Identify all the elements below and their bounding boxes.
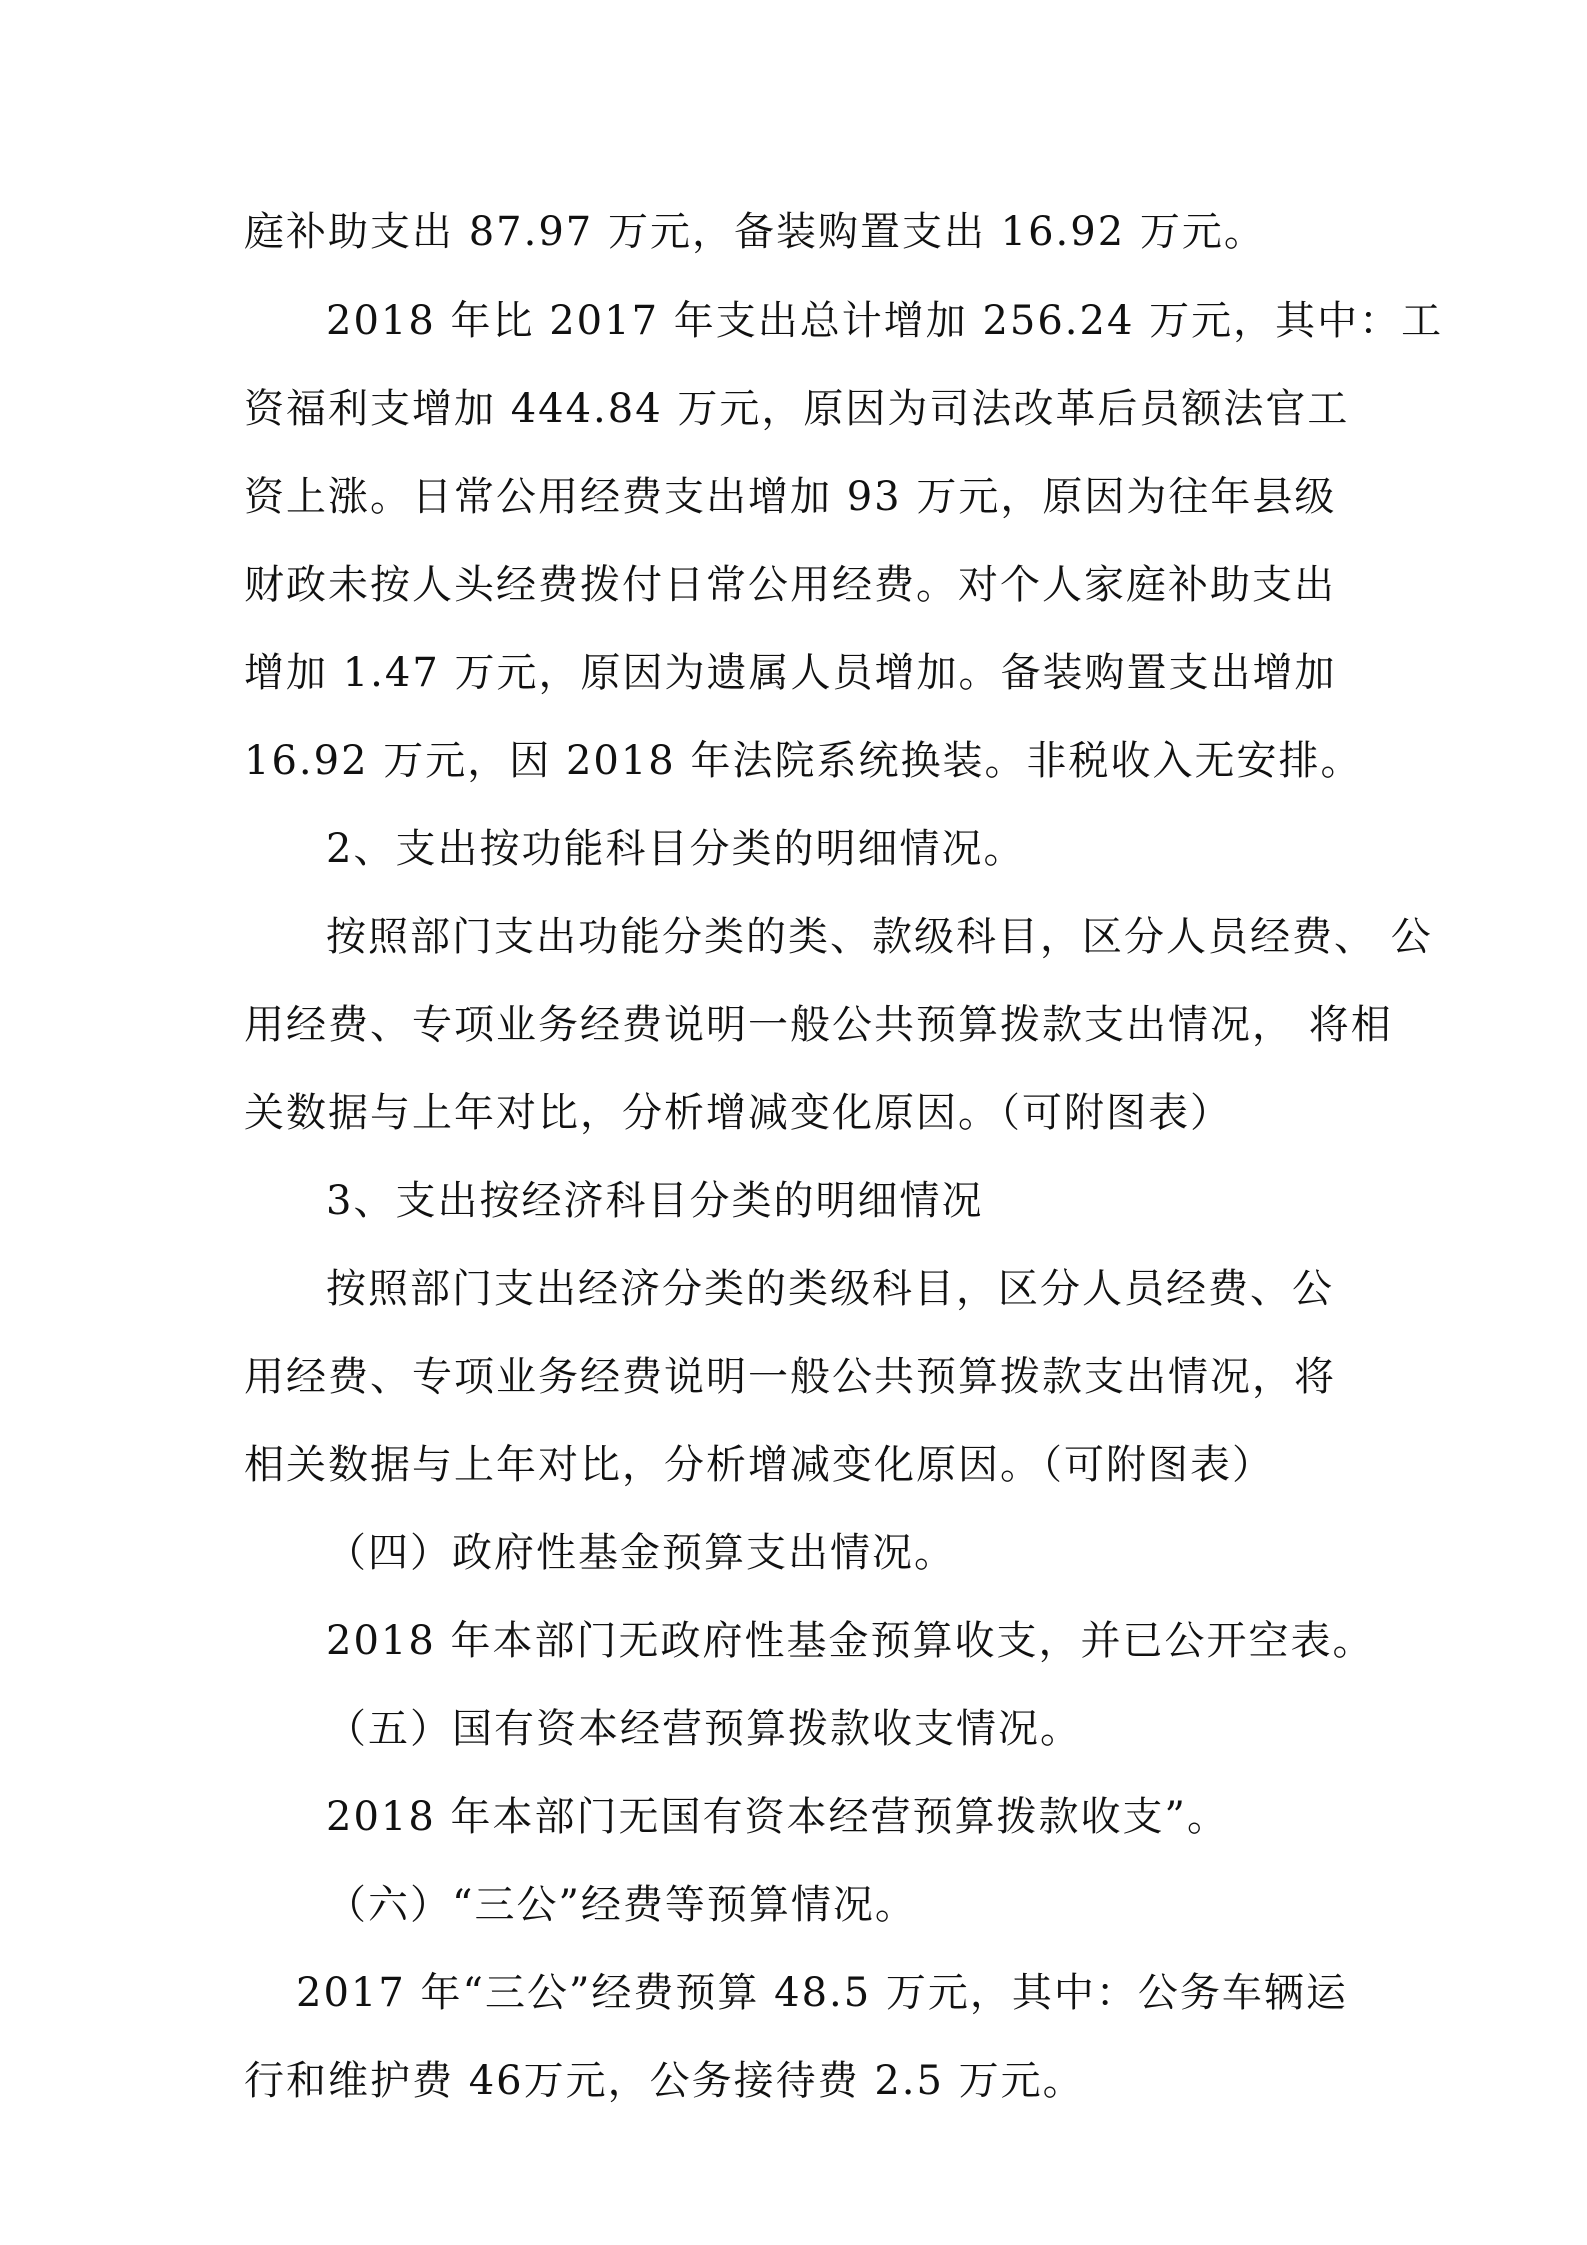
paragraph-line: 增加 1.47 万元，原因为遗属人员增加。备装购置支出增加 xyxy=(244,650,1337,696)
section-heading: 2、支出按功能科目分类的明细情况。 xyxy=(326,826,1026,872)
section-heading: （六）“三公”经费等预算情况。 xyxy=(326,1882,917,1928)
paragraph-line: 庭补助支出 87.97 万元，备装购置支出 16.92 万元。 xyxy=(244,209,1266,255)
paragraph-line: 2018 年比 2017 年支出总计增加 256.24 万元，其中：工 xyxy=(326,298,1444,344)
paragraph-line: 2018 年本部门无政府性基金预算收支，并已公开空表。 xyxy=(326,1618,1375,1664)
paragraph-line: 关数据与上年对比，分析增减变化原因。（可附图表） xyxy=(244,1090,1232,1136)
paragraph-line: 按照部门支出经济分类的类级科目，区分人员经费、公 xyxy=(326,1266,1334,1312)
paragraph-line: 相关数据与上年对比，分析增减变化原因。（可附图表） xyxy=(244,1442,1274,1488)
paragraph-line: 资上涨。日常公用经费支出增加 93 万元，原因为往年县级 xyxy=(244,474,1337,520)
paragraph-line: 用经费、专项业务经费说明一般公共预算拨款支出情况， 将相 xyxy=(244,1002,1393,1048)
paragraph-line: 2017 年“三公”经费预算 48.5 万元，其中：公务车辆运 xyxy=(296,1970,1348,2016)
paragraph-line: 财政未按人头经费拨付日常公用经费。对个人家庭补助支出 xyxy=(244,562,1336,608)
paragraph-line: 行和维护费 46万元，公务接待费 2.5 万元。 xyxy=(244,2058,1085,2104)
paragraph-line: 用经费、专项业务经费说明一般公共预算拨款支出情况，将 xyxy=(244,1354,1336,1400)
paragraph-line: 2018 年本部门无国有资本经营预算拨款收支”。 xyxy=(326,1794,1229,1840)
section-heading: （四）政府性基金预算支出情况。 xyxy=(326,1530,956,1576)
paragraph-line: 资福利支增加 444.84 万元，原因为司法改革后员额法官工 xyxy=(244,386,1350,432)
paragraph-line: 按照部门支出功能分类的类、款级科目，区分人员经费、 公 xyxy=(326,914,1433,960)
section-heading: （五）国有资本经营预算拨款收支情况。 xyxy=(326,1706,1082,1752)
section-heading: 3、支出按经济科目分类的明细情况 xyxy=(326,1178,984,1224)
paragraph-line: 16.92 万元，因 2018 年法院系统换装。非税收入无安排。 xyxy=(244,738,1363,784)
